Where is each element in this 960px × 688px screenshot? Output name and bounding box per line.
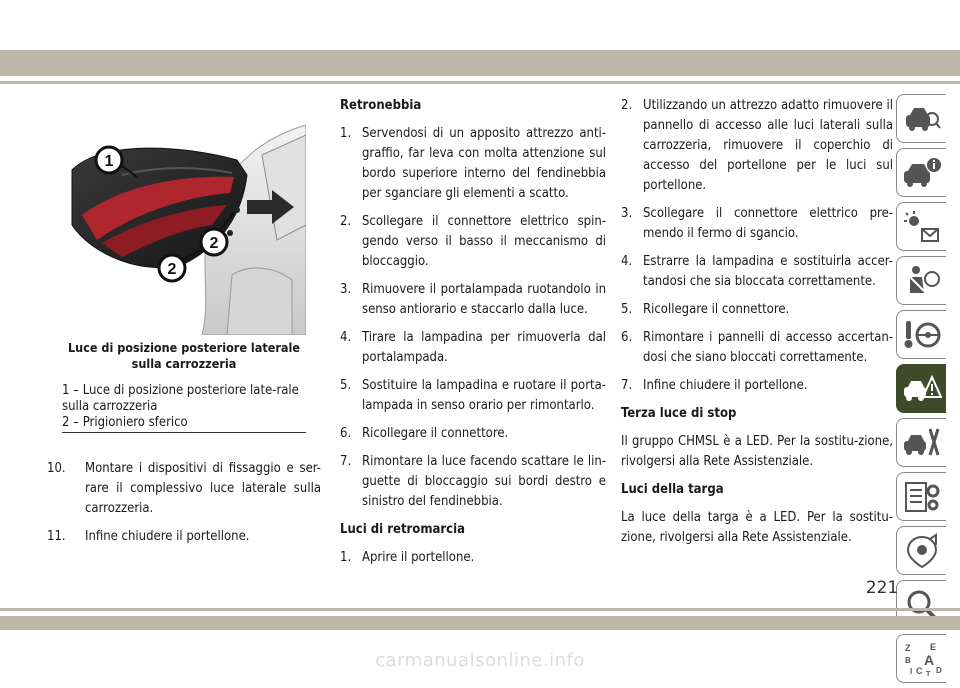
item-number: 3. [340,282,352,297]
seatbelt-airbag-icon [902,263,942,299]
item-number: 7. [621,378,633,393]
item-number: 1. [340,550,352,565]
item-text: Ricollegare il connettore. [362,426,509,441]
tab-car-search[interactable] [896,94,946,143]
chapter-tabs [896,94,946,688]
list-item [621,204,893,244]
tab-car-service[interactable] [896,418,946,467]
plate-paragraph: La luce della targa è a LED. Per la sostitu-zione, rivolgersi alla Rete Assistenziale. [621,510,893,545]
maintenance-list-icon [902,479,942,515]
item-number: 11. [47,529,66,544]
item-number: 1. [340,126,352,141]
item-text: Rimontare la luce facendo scattare le lin-guette di bloccaggio sui bordi destro e sinistro del fendinebbia. [362,454,606,509]
index-letter: Z [904,642,910,653]
tab-multimedia[interactable] [896,526,946,575]
item-text: Rimuovere il portalampada ruotandolo in senso antiorario e staccarlo dalla luce. [362,282,606,317]
list-item [340,212,606,272]
tab-maintenance[interactable] [896,472,946,521]
item-text: Utilizzando un attrezzo adatto rimuovere il pannello di accesso alle luci laterali sulla carrozzeria, rimuovere il coperchio di accesso del portellone per le luci sul portellone. [643,98,893,193]
item-number: 2. [340,214,352,229]
list-item [621,376,893,396]
section-heading-stop: Terza luce di stop [621,406,737,421]
item-text: Sostituire la lampadina e ruotare il porta-lampada in senso orario per rimontarlo. [362,378,606,413]
callout-2a-label: 2 [209,235,219,252]
item-number: 5. [340,378,352,393]
watermark: carmanualsonline.info [375,650,585,671]
tab-car-info[interactable] [896,148,946,197]
item-number: 7. [340,454,352,469]
column-3 [621,96,893,556]
legend-rule [62,432,306,433]
car-info-icon [902,155,942,191]
item-text: Scollegare il connettore elettrico spin-gendo verso il basso il meccanismo di bloccaggio. [362,214,606,269]
legend-item: 1 – Luce di posizione posteriore late-rale sulla carrozzeria [62,383,299,414]
callout-1-label: 1 [104,153,114,170]
item-number: 10. [47,461,66,476]
index-letter: T [925,670,930,677]
item-text: Infine chiudere il portellone. [85,529,250,544]
item-text: Aprire il portellone. [362,550,475,565]
index-letter: E [929,641,936,652]
header-rule [0,81,960,84]
page-number: 221 [865,578,899,598]
steering-key-icon [902,317,942,353]
list-item [340,424,606,444]
item-text: Estrarre la lampadina e sostituirla accer-tandosi che sia bloccata correttamente. [643,254,893,289]
car-search-icon [902,101,942,137]
tab-steering-key[interactable] [896,310,946,359]
warning-lights-message-icon [902,209,942,245]
item-number: 4. [340,330,352,345]
item-text: Rimontare i pannelli di accesso accertan-dosi che siano bloccati correttamente. [643,330,893,365]
list-item [340,452,606,512]
tab-car-breakdown[interactable] [896,364,946,413]
list-item [621,252,893,292]
figure-legend [62,383,306,431]
index-letter: B [904,655,911,665]
item-text: Infine chiudere il portellone. [643,378,808,393]
list-item [621,328,893,368]
column-2 [340,96,606,576]
item-number: 2. [621,98,633,113]
header-band [0,50,960,76]
section-heading-retronebbia: Retronebbia [340,98,422,113]
index-letter: I [909,666,912,676]
figure-caption: Luce di posizione posteriore laterale sulla carrozzeria [68,340,300,371]
section-heading-retromarcia: Luci di retromarcia [340,522,466,537]
tab-warning-lights[interactable] [896,202,946,251]
item-text: Servendosi di un apposito attrezzo anti-graffio, far leva con molta attenzione sul bordo superiore interno del fendinebbia per sganciare gli elementi a scatto. [362,126,606,201]
item-number: 6. [621,330,633,345]
list-item [340,328,606,368]
multimedia-icon [902,533,942,569]
callout-2b-label: 2 [167,261,177,278]
list-item [340,124,606,204]
item-text: Tirare la lampadina per rimuoverla dal portalampada. [362,330,606,365]
legend-item: 2 – Prigioniero sferico [62,415,188,430]
car-breakdown-warning-icon [902,371,942,407]
tail-light-drawing [62,115,306,335]
column-1 [47,459,321,555]
index-letter: D [935,665,942,675]
list-item [47,527,321,547]
item-number: 5. [621,302,633,317]
item-text: Montare i dispositivi di fissaggio e ser-rare il complessivo luce laterale sulla carrozzeria. [85,461,321,516]
item-number: 6. [340,426,352,441]
item-number: 3. [621,206,633,221]
item-text: Ricollegare il connettore. [643,302,790,317]
index-letter: C [915,665,922,676]
list-item [340,548,606,568]
list-item [340,280,606,320]
stop-paragraph: Il gruppo CHMSL è a LED. Per la sostitu-zione, rivolgersi alla Rete Assistenziale. [621,434,893,469]
section-heading-targa: Luci della targa [621,482,724,497]
footer-band [0,616,960,630]
list-item [47,459,321,519]
list-item [621,96,893,196]
list-item [340,376,606,416]
footer-rule [0,608,960,611]
list-item [621,300,893,320]
tab-seatbelt-airbag[interactable] [896,256,946,305]
index-letter: A [923,651,934,668]
tail-light-illustration [62,115,306,335]
item-text: Scollegare il connettore elettrico pre-mendo il fermo di sgancio. [643,206,893,241]
car-service-tools-icon [902,425,942,461]
item-number: 4. [621,254,633,269]
